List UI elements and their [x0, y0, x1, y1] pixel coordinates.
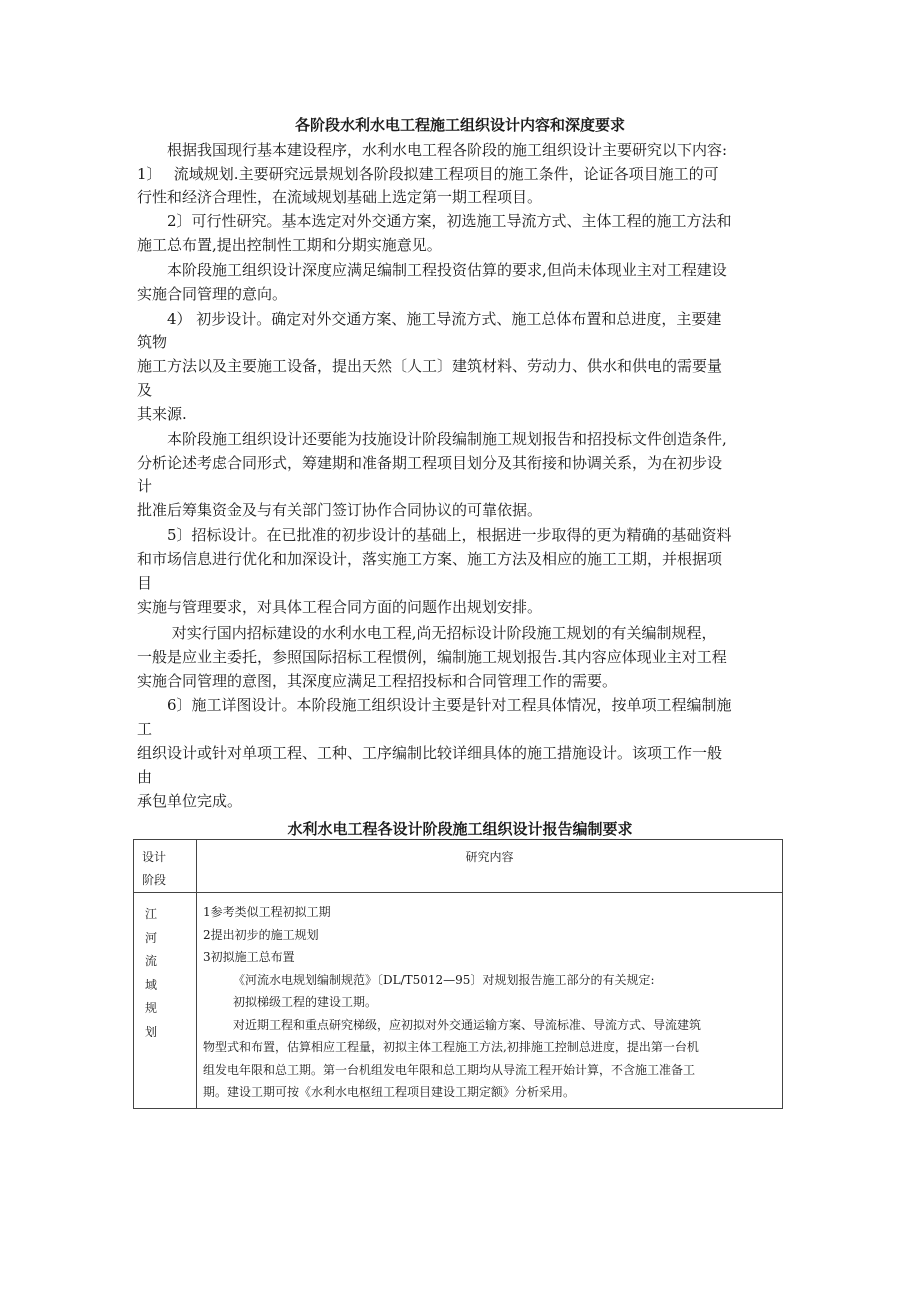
content-line: 《河流水电规划编制规范》〔DL/T5012—95〕对规划报告施工部分的有关规定:: [233, 972, 655, 987]
header-content-label: 研究内容: [465, 850, 514, 864]
body-line: 其来源.: [137, 405, 187, 423]
body-line: 根据我国现行基本建设程序，水利水电工程各阶段的施工组织设计主要研究以下内容:: [137, 141, 728, 159]
content-line: 对近期工程和重点研究梯级，应初拟对外交通运输方案、导流标准、导流方式、导流建筑: [233, 1017, 702, 1032]
stage-cell: [134, 893, 197, 1109]
body-line: 本阶段施工组织设计深度应满足编制工程投资估算的要求,但尚未体现业主对工程建设: [137, 261, 727, 279]
body-line: 筑物: [137, 333, 168, 351]
body-line: 行性和经济合理性，在流域规划基础上选定第一期工程项目。: [137, 188, 543, 206]
body-line: 计: [137, 477, 153, 495]
stage-char: 域: [145, 977, 158, 992]
header-stage-line: 设计: [142, 850, 167, 864]
body-line: 实施与管理要求，对具体工程合同方面的问题作出规划安排。: [137, 598, 543, 616]
body-line: 和市场信息进行优化和加深设计，落实施工方案、施工方法及相应的施工工期，并根据项: [137, 550, 723, 568]
header-content-cell: [197, 840, 783, 893]
body-line: 批准后筹集资金及与有关部门签订协作合同协议的可靠依据。: [137, 501, 543, 519]
table-row: [134, 893, 783, 1109]
content-line: 期。建设工期可按《水利水电枢纽工程项目建设工期定额》分析采用。: [203, 1085, 576, 1099]
stage-char: 河: [145, 930, 158, 945]
body-line: 2〕可行性研究。基本选定对外交通方案，初选施工导流方式、主体工程的施工方法和: [137, 212, 732, 230]
content-line: 组发电年限和总工期。第一台机组发电年限和总工期均从导流工程开始计算，不含施工准备工: [203, 1062, 696, 1077]
content-line: 3初拟施工总布置: [203, 950, 295, 964]
body-line: 本阶段施工组织设计还要能为技施设计阶段编制施工规划报告和招投标文件创造条件,: [137, 430, 727, 448]
body-line: 目: [137, 574, 153, 592]
body-line: 6〕施工详图设计。本阶段施工组织设计主要是针对工程具体情况，按单项工程编制施: [137, 696, 732, 714]
header-stage-cell: [134, 840, 197, 893]
stage-char: 江: [145, 907, 158, 921]
body-line: 承包单位完成。: [137, 792, 243, 810]
document-title: 各阶段水利水电工程施工组织设计内容和深度要求: [294, 116, 625, 134]
content-line: 2提出初步的施工规划: [203, 927, 319, 942]
body-line: 工: [137, 720, 153, 738]
stage-char: 划: [145, 1024, 158, 1039]
body-line: 及: [137, 381, 153, 399]
content-line: 1参考类似工程初拟工期: [203, 905, 331, 919]
requirements-table: [133, 839, 783, 1109]
body-line: 由: [137, 768, 153, 786]
table-header-row: [134, 840, 783, 893]
body-line: 5〕招标设计。在已批准的初步设计的基础上，根据进一步取得的更为精确的基础资料: [137, 526, 732, 544]
content-cell: [197, 893, 783, 1109]
content-line: 物型式和布置，估算相应工程量，初拟主体工程施工方法,初排施工控制总进度，提出第一台机: [203, 1040, 699, 1054]
body-line: 组织设计或针对单项工程、工种、工序编制比较详细具体的施工措施设计。该项工作一般: [137, 744, 723, 762]
body-line: 一般是应业主委托，参照国际招标工程惯例，编制施工规划报告.其内容应体现业主对工程: [137, 648, 727, 666]
body-line: 对实行国内招标建设的水利水电工程,尚无招标设计阶段施工规划的有关编制规程，: [137, 624, 717, 642]
body-line: 施工方法以及主要施工设备，提出天然〔人工〕建筑材料、劳动力、供水和供电的需要量: [137, 357, 723, 375]
table-title: 水利水电工程各设计阶段施工组织设计报告编制要求: [287, 820, 633, 838]
body-line: 施工总布置,提出控制性工期和分期实施意见。: [137, 236, 442, 254]
stage-char: 流: [145, 954, 158, 968]
header-stage-line: 阶段: [142, 873, 167, 887]
stage-char: 规: [145, 1001, 158, 1015]
body-line: 1〕 流域规划.主要研究远景规划各阶段拟建工程项目的施工条件，论证各项目施工的可: [137, 165, 719, 183]
body-line: 4） 初步设计。确定对外交通方案、施工导流方式、施工总体布置和总进度，主要建: [137, 310, 722, 328]
body-line: 实施合同管理的意图，其深度应满足工程招投标和合同管理工作的需要。: [137, 672, 618, 690]
body-line: 分析论述考虑合同形式，筹建期和准备期工程项目划分及其衔接和协调关系，为在初步设: [137, 454, 723, 472]
content-line: 初拟梯级工程的建设工期。: [233, 995, 378, 1009]
body-line: 实施合同管理的意向。: [137, 285, 288, 303]
